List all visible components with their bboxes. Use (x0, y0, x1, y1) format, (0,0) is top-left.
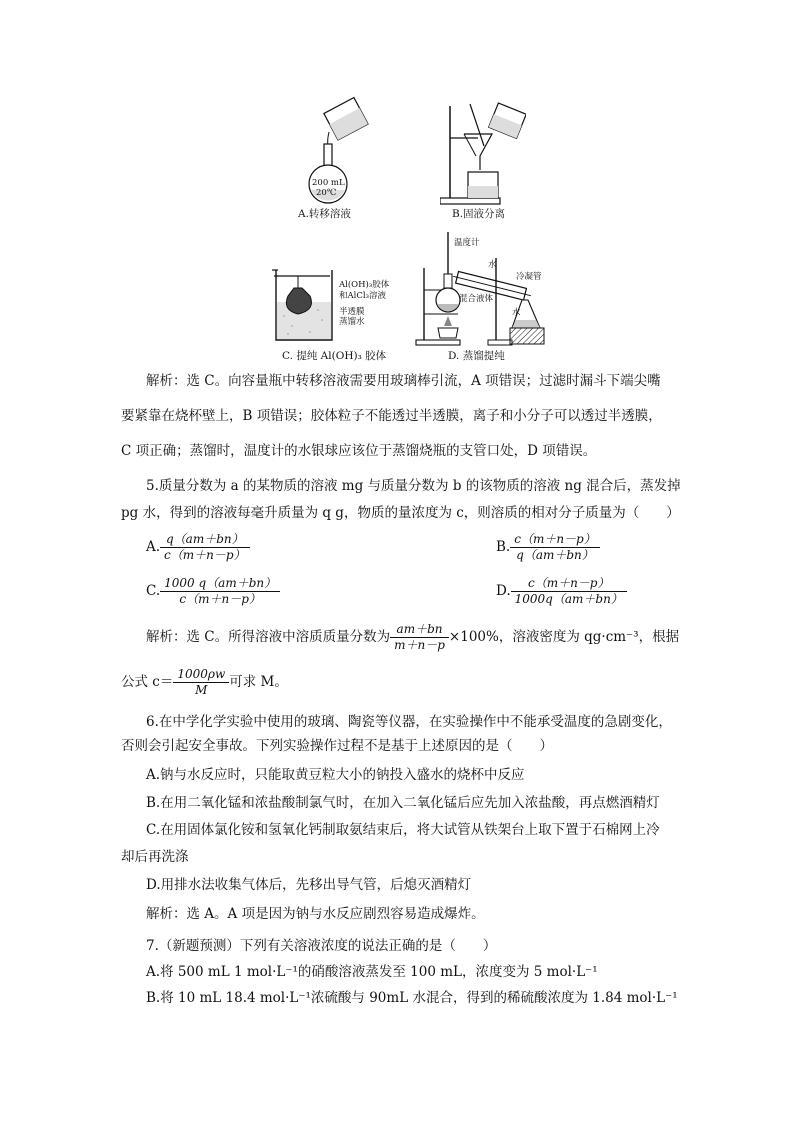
answer-6: 解析：选 A。A 项是因为钠与水反应剧烈容易造成爆炸。 (146, 906, 485, 922)
option-5-a-numerator: q（am＋bn） (160, 532, 250, 548)
option-5-c-numerator: 1000 q（am＋bn） (160, 576, 280, 592)
option-6-b: B.在用二氧化锰和浓盐酸制氯气时，在加入二氧化锰后应先加入浓盐酸，再点燃酒精灯 (146, 795, 660, 811)
figure-a-flask-label-volume: 200 mL (312, 178, 345, 188)
figure-b-filtration (440, 98, 526, 206)
figure-c-label-solution: 和AlCl₃溶液 (339, 291, 386, 301)
option-5-a (146, 532, 250, 563)
option-5-b-label: B. (496, 539, 511, 555)
answer-5-formula-denominator: M (195, 683, 208, 697)
question-6-line-2: 否则会引起安全事故。下列实验操作过程不是基于上述原因的是（ ） (121, 738, 553, 754)
figure-d-caption: D. 蒸馏提纯 (448, 350, 505, 362)
answer-5-line-2 (121, 667, 288, 698)
figure-c-label-water: 蒸馏水 (339, 317, 365, 327)
answer-5-suffix: ×100%，溶液密度为 qg·cm⁻³，根据 (448, 629, 680, 645)
answer-4-line-2: 要紧靠在烧杯壁上，B 项错误；胶体粒子不能透过半透膜，离子和小分子可以透过半透膜， (121, 408, 662, 424)
option-5-d-label: D. (496, 583, 511, 599)
question-7: 7.（新题预测）下列有关溶液浓度的说法正确的是（ ） (146, 938, 497, 954)
option-5-a-label: A. (146, 539, 161, 555)
option-5-c-label: C. (146, 583, 161, 599)
answer-5-denominator: m＋n－p (394, 638, 445, 652)
option-5-b-denominator: q（am＋bn） (516, 548, 594, 562)
answer-5-formula-suffix: 可求 M。 (229, 674, 288, 690)
option-5-a-denominator: c（m＋n－p） (164, 548, 246, 562)
figure-d-label-condenser: 冷凝管 (516, 272, 542, 282)
option-6-c-line-1: C.在用固体氯化铵和氢氧化钙制取氨结束后，将大试管从铁架台上取下置于石棉网上冷 (146, 822, 660, 838)
figure-d-label-water-out: 水 (512, 308, 521, 318)
figure-d-label-water-in: 水 (488, 260, 497, 270)
option-7-a: A.将 500 mL 1 mol·L⁻¹的硝酸溶液蒸发至 100 mL，浓度变为 5 mol·L⁻¹ (146, 964, 598, 980)
answer-4-line-1: 解析：选 C。向容量瓶中转移溶液需要用玻璃棒引流，A 项错误；过滤时漏斗下端尖嘴 (146, 373, 661, 389)
option-6-d: D.用排水法收集气体后，先移出导气管，后熄灭酒精灯 (146, 877, 472, 893)
answer-5-formula-numerator: 1000ρw (173, 667, 229, 683)
option-6-c-line-2: 却后再洗涤 (121, 849, 189, 865)
question-6-line-1: 6.在中学化学实验中使用的玻璃、陶瓷等仪器，在实验操作中不能承受温度的急剧变化， (146, 714, 672, 730)
option-7-b: B.将 10 mL 18.4 mol·L⁻¹浓硫酸与 90mL 水混合，得到的稀硫酸浓度为 1.84 mol·L⁻¹ (146, 990, 678, 1006)
answer-5-numerator: am＋bn (390, 622, 449, 638)
figure-d-label-mixture: 混合液体 (459, 294, 494, 304)
figure-a-caption: A.转移溶液 (298, 208, 351, 220)
answer-5-prefix: 解析：选 C。所得溶液中溶质质量分数为 (146, 629, 391, 645)
figure-d-label-thermometer: 温度计 (454, 238, 480, 248)
option-5-d-numerator: c（m＋n－p） (511, 576, 627, 592)
figure-a-flask-label-temp: 20℃ (316, 188, 337, 198)
figure-c-label-colloid: Al(OH)₃胶体 (339, 280, 390, 290)
option-5-d-denominator: 1000q（am＋bn） (514, 592, 623, 606)
answer-4-line-3: C 项正确；蒸馏时，温度计的水银球应该位于蒸馏烧瓶的支管口处，D 项错误。 (121, 443, 597, 459)
figure-c-dialysis (270, 266, 340, 344)
option-5-c-denominator: c（m＋n－p） (179, 592, 261, 606)
figure-b-caption: B.固液分离 (452, 208, 506, 220)
figure-d-distillation (412, 228, 552, 346)
option-6-a: A.钠与水反应时，只能取黄豆粒大小的钠投入盛水的烧杯中反应 (146, 767, 525, 783)
question-5-line-1: 5.质量分数为 a 的某物质的溶液 mg 与质量分数为 b 的该物质的溶液 ng 混合后，蒸发掉 (146, 478, 681, 494)
option-5-b-numerator: c（m＋n－p） (510, 532, 600, 548)
option-5-c (146, 576, 280, 607)
figure-c-label-membrane: 半透膜 (339, 307, 365, 317)
answer-5-line-1 (146, 622, 679, 653)
answer-5-formula-prefix: 公式 c＝ (121, 674, 174, 690)
question-5-line-2: pg 水，得到的溶液每毫升质量为 q g，物质的量浓度为 c，则溶质的相对分子质量为（ ） (121, 505, 680, 521)
option-5-d (496, 576, 627, 607)
figure-c-caption: C. 提纯 Al(OH)₃ 胶体 (282, 350, 387, 362)
option-5-b (496, 532, 600, 563)
